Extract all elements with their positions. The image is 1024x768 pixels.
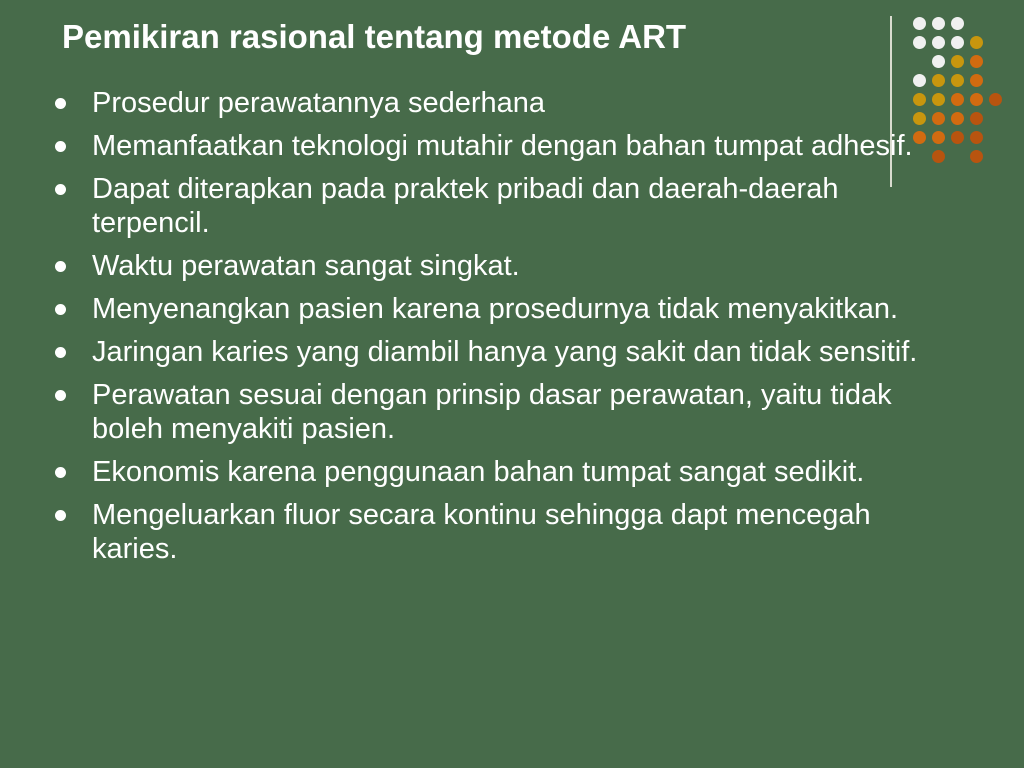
- bullet-dot-icon: [55, 184, 66, 195]
- bullet-item: [52, 292, 932, 326]
- bullet-item: [52, 86, 932, 120]
- slide-title: Pemikiran rasional tentang metode ART: [62, 18, 687, 55]
- bullet-item: [52, 455, 932, 489]
- bullet-text: Jaringan karies yang diambil hanya yang sakit dan tidak sensitif.: [92, 336, 918, 368]
- decorative-dot: [932, 74, 945, 87]
- decorative-dot: [913, 17, 926, 30]
- decorative-dot: [932, 150, 945, 163]
- bullet-dot-icon: [55, 510, 66, 521]
- decorative-dot: [970, 112, 983, 125]
- bullet-text: Dapat diterapkan pada praktek pribadi dan daerah-daerah terpencil.: [92, 173, 839, 239]
- decorative-dot: [989, 93, 1002, 106]
- bullet-list: [52, 86, 932, 575]
- bullet-dot-icon: [55, 467, 66, 478]
- decorative-dot: [970, 131, 983, 144]
- decorative-dot: [932, 112, 945, 125]
- bullet-text: Waktu perawatan sangat singkat.: [92, 250, 520, 282]
- bullet-item: [52, 378, 932, 446]
- bullet-text: Ekonomis karena penggunaan bahan tumpat sangat sedikit.: [92, 456, 865, 488]
- bullet-dot-icon: [55, 261, 66, 272]
- decorative-dot: [951, 74, 964, 87]
- decorative-dot: [970, 150, 983, 163]
- decorative-dot: [951, 36, 964, 49]
- decorative-dot: [932, 17, 945, 30]
- bullet-item: [52, 335, 932, 369]
- bullet-dot-icon: [55, 141, 66, 152]
- bullet-item: [52, 249, 932, 283]
- bullet-text: Perawatan sesuai dengan prinsip dasar perawatan, yaitu tidak boleh menyakiti pasien.: [92, 379, 892, 445]
- bullet-text: Prosedur perawatannya sederhana: [92, 87, 546, 119]
- decorative-dot: [970, 55, 983, 68]
- bullet-dot-icon: [55, 390, 66, 401]
- decorative-dot: [951, 131, 964, 144]
- decorative-dot: [932, 131, 945, 144]
- bullet-text: Memanfaatkan teknologi mutahir dengan bahan tumpat adhesif.: [92, 130, 913, 162]
- decorative-dot: [970, 93, 983, 106]
- bullet-text: Menyenangkan pasien karena prosedurnya tidak menyakitkan.: [92, 293, 899, 325]
- decorative-dot: [932, 55, 945, 68]
- bullet-item: [52, 129, 932, 163]
- bullet-item: [52, 498, 932, 566]
- decorative-dot: [951, 112, 964, 125]
- decorative-dot: [932, 93, 945, 106]
- bullet-dot-icon: [55, 304, 66, 315]
- bullet-dot-icon: [55, 98, 66, 109]
- decorative-dot: [913, 36, 926, 49]
- decorative-dot: [932, 36, 945, 49]
- bullet-text: Mengeluarkan fluor secara kontinu sehingga dapt mencegah karies.: [92, 499, 871, 565]
- bullet-item: [52, 172, 932, 240]
- decorative-dot: [951, 17, 964, 30]
- decorative-dot: [951, 55, 964, 68]
- decorative-dot: [970, 74, 983, 87]
- decorative-dot: [970, 36, 983, 49]
- decorative-dot: [951, 93, 964, 106]
- bullet-dot-icon: [55, 347, 66, 358]
